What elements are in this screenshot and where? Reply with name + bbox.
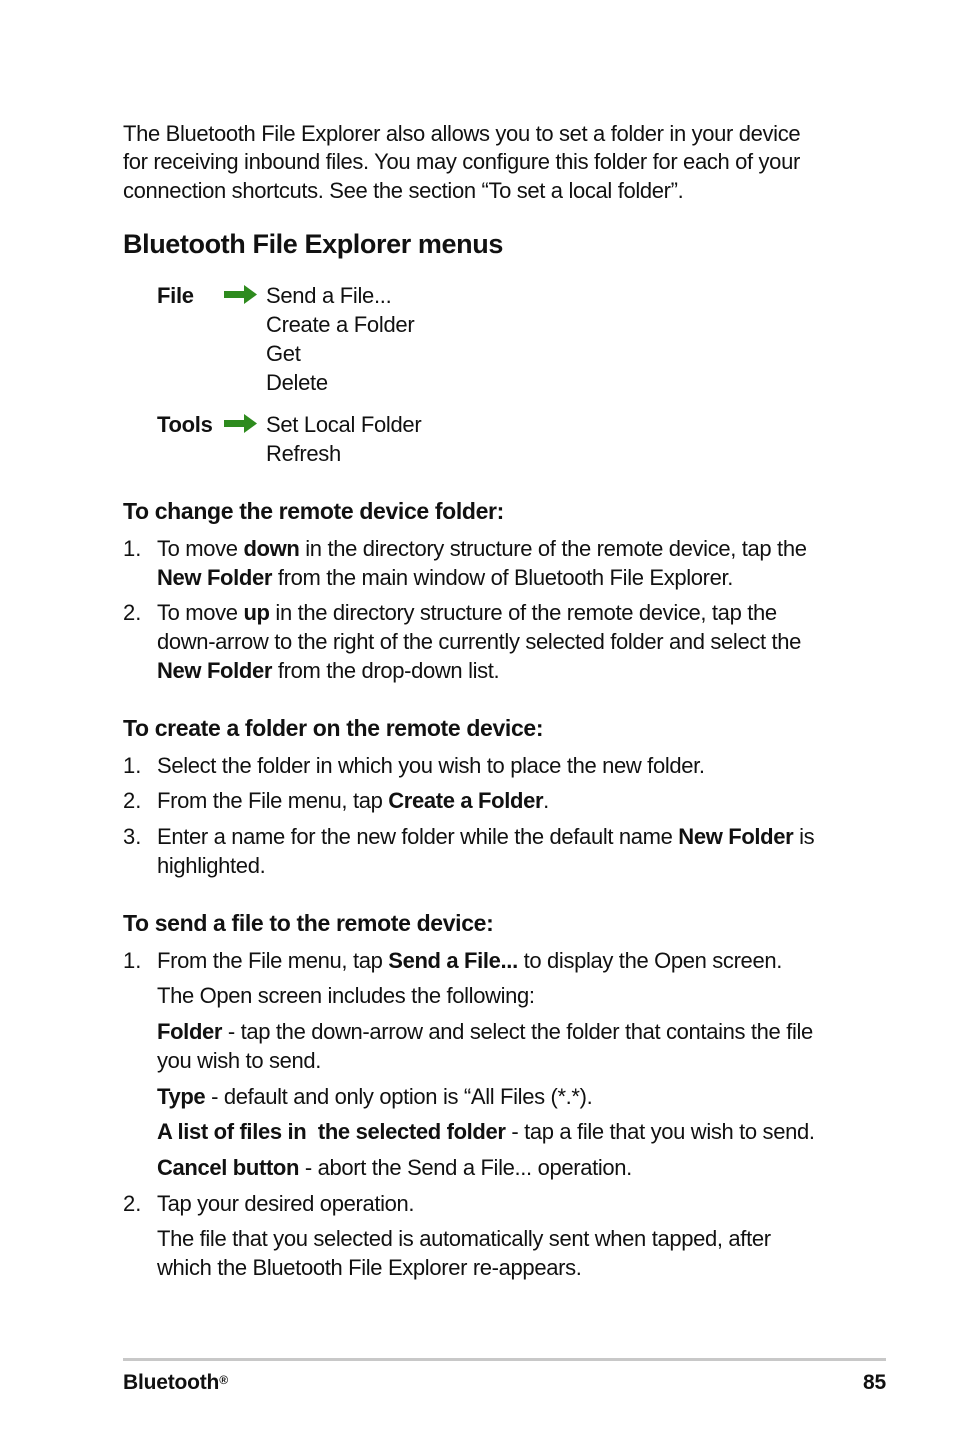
step-number: 1.: [123, 536, 142, 561]
change-step2-line2: down-arrow to the right of the currently selected folder and select the: [157, 629, 802, 654]
tools-menu-items: [266, 410, 421, 468]
text: Enter a name for the new folder while the default name: [157, 824, 679, 849]
send-after-line1: The file that you selected is automatically sent when tapped, after: [157, 1226, 771, 1251]
folder-desc-line1: [157, 1017, 813, 1046]
create-step2: [157, 786, 549, 815]
bold-text: New Folder: [678, 824, 794, 849]
text: is: [793, 824, 815, 849]
text: To move: [157, 536, 244, 561]
send-step1: [157, 946, 782, 975]
intro-line-1: The Bluetooth File Explorer also allows you to set a folder in your device: [123, 121, 801, 146]
text: - abort the Send a File... operation.: [299, 1155, 632, 1180]
text: in the directory structure of the remote device, tap the: [269, 600, 777, 625]
text: From the File menu, tap: [157, 788, 389, 813]
step-number: 1.: [123, 753, 142, 778]
change-step1-line1: [157, 534, 807, 563]
intro-line-2: for receiving inbound files. You may configure this folder for each of your: [123, 149, 800, 174]
bold-text: Cancel button: [157, 1155, 300, 1180]
intro-line-3: connection shortcuts. See the section “To set a local folder”.: [123, 178, 684, 203]
text: - tap the down-arrow and select the folder that contains the file: [222, 1019, 813, 1044]
step-number: 1.: [123, 948, 142, 973]
menu-item-get: Get: [266, 341, 301, 366]
menu-item-create-a-folder: Create a Folder: [266, 312, 415, 337]
tools-menu-label: Tools: [157, 412, 213, 437]
text: - tap a file that you wish to send.: [505, 1119, 815, 1144]
text: from the main window of Bluetooth File Explorer.: [272, 565, 734, 590]
menu-item-refresh: Refresh: [266, 441, 341, 466]
bold-text: New Folder: [157, 658, 273, 683]
menus-heading: Bluetooth File Explorer menus: [123, 229, 503, 259]
footer-section-title: [123, 1370, 228, 1396]
text: in the directory structure of the remote device, tap the: [299, 536, 807, 561]
send-step2: Tap your desired operation.: [157, 1191, 415, 1216]
change-step2-line3: [157, 656, 499, 685]
text: - default and only option is “All Files (*.*).: [205, 1084, 593, 1109]
change-step1-line2: [157, 563, 733, 592]
folder-desc-line2: you wish to send.: [157, 1048, 322, 1073]
text: from the drop-down list.: [272, 658, 500, 683]
create-folder-heading: To create a folder on the remote device:: [123, 715, 544, 741]
create-step3-line2: highlighted.: [157, 853, 266, 878]
footer-divider: [123, 1358, 886, 1361]
bold-text: Type: [157, 1084, 206, 1109]
bold-text: Create a Folder: [388, 788, 544, 813]
arrow-right-icon: [224, 414, 258, 434]
registered-mark: ®: [219, 1373, 228, 1387]
bold-text: Folder: [157, 1019, 223, 1044]
file-menu-items: [266, 281, 414, 397]
text: From the File menu, tap: [157, 948, 389, 973]
menu-item-set-local-folder: Set Local Folder: [266, 412, 422, 437]
cancel-desc: [157, 1153, 632, 1182]
step-number: 2.: [123, 788, 142, 813]
open-screen-intro: The Open screen includes the following:: [157, 983, 535, 1008]
page-number: 85: [863, 1371, 886, 1394]
send-file-heading: To send a file to the remote device:: [123, 910, 494, 936]
arrow-right-icon: [224, 285, 258, 305]
change-folder-heading: To change the remote device folder:: [123, 498, 504, 524]
menu-item-delete: Delete: [266, 370, 328, 395]
bold-text: down: [243, 536, 300, 561]
step-number: 2.: [123, 1191, 142, 1216]
send-after-line2: which the Bluetooth File Explorer re-appears.: [157, 1255, 582, 1280]
step-number: 3.: [123, 824, 142, 849]
menu-item-send-a-file: Send a File...: [266, 283, 392, 308]
create-step3-line1: [157, 822, 814, 851]
footer-section-text: Bluetooth: [123, 1371, 220, 1394]
step-number: 2.: [123, 600, 142, 625]
create-step1: Select the folder in which you wish to place the new folder.: [157, 753, 705, 778]
type-desc: [157, 1082, 592, 1111]
text: To move: [157, 600, 244, 625]
bold-text: up: [243, 600, 270, 625]
bold-text: A list of files in the selected folder: [157, 1119, 506, 1144]
bold-text: New Folder: [157, 565, 273, 590]
bold-text: Send a File...: [388, 948, 518, 973]
text: .: [543, 788, 549, 813]
change-step2-line1: [157, 598, 777, 627]
file-list-desc: [157, 1117, 815, 1146]
text: to display the Open screen.: [517, 948, 782, 973]
file-menu-label: File: [157, 283, 194, 308]
